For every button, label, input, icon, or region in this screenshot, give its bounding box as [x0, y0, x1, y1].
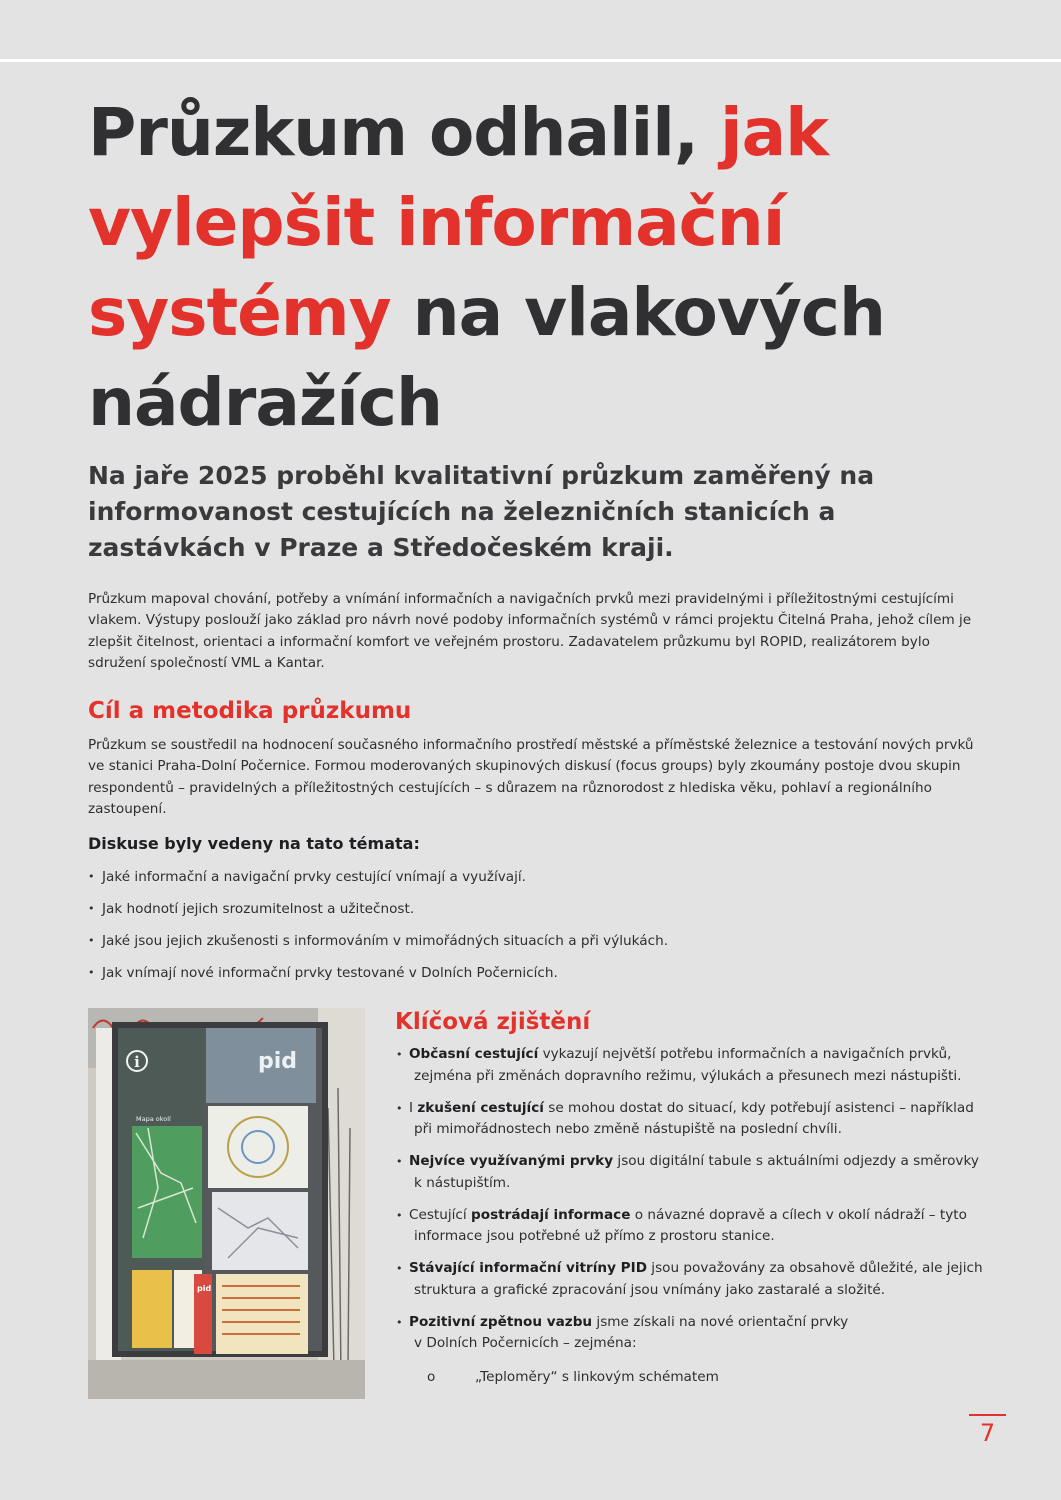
title-part-1: Průzkum odhalil,	[88, 94, 720, 171]
list-item	[395, 1312, 995, 1355]
finding-bold: Nejvíce využívanými prvky	[409, 1153, 614, 1169]
finding-bold: Pozitivní zpětnou vazbu	[409, 1313, 593, 1330]
lead-paragraph: Na jaře 2025 proběhl kvalitativní průzkum zaměřený na informovanost cestujících na železničních stanicích a zastávkách v Praze a Středočeském kraji.	[88, 461, 875, 562]
topics-list	[88, 866, 978, 994]
list-item	[395, 1151, 995, 1194]
page-title	[88, 88, 988, 448]
list-item	[395, 1258, 995, 1301]
info-board-photo	[88, 1008, 365, 1399]
finding-bold: postrádají informace	[471, 1206, 631, 1223]
finding-prefix: I	[409, 1099, 418, 1116]
sub-list-item	[427, 1366, 719, 1388]
topics-heading: Diskuse byly vedeny na tato témata:	[88, 834, 420, 853]
list-item: • Jaké jsou jejich zkušenosti s informováním v mimořádných situacích a při výlukách.	[88, 930, 978, 962]
method-paragraph: Průzkum se soustředil na hodnocení současného informačního prostředí městské a příměstské železnice a testování nových prvků ve stanici Praha-Dolní Počernice. Formou moderovaných skupinových diskusí (focus groups) byly zkoumány postoje dvou skupin respondentů – pravidelných a příležitostných cestujících – s důrazem na různorodost z hlediska věku, pohlaví a regionálního zastoupení.	[88, 737, 974, 817]
list-item: • Jaké informační a navigační prvky cestující vnímají a využívají.	[88, 866, 978, 898]
finding-prefix: Cestující	[409, 1206, 472, 1223]
finding-continuation: při mimořádnostech nebo změně nástupiště na poslední chvíli.	[414, 1121, 842, 1137]
finding-continuation: struktura a grafické zpracování jsou vnímány jako zastaralé a složité.	[414, 1281, 886, 1298]
findings-list	[395, 1044, 995, 1365]
finding-text: jsou digitální tabule s aktuálními odjezdy a směrovky	[613, 1153, 979, 1169]
finding-text: jsou považovány za obsahově důležité, ale jejich	[646, 1260, 983, 1276]
info-board-illustration	[88, 1008, 365, 1399]
list-item	[395, 1044, 995, 1087]
sub-bullet-marker: o	[427, 1369, 436, 1385]
list-item: • Jak vnímají nové informační prvky testované v Dolních Počernicích.	[88, 962, 978, 994]
findings-heading: Klíčová zjištění	[395, 1009, 591, 1035]
finding-text: jsme získali na nové orientační prvky	[592, 1313, 849, 1330]
title-part-2-highlight: jak vylepšit informační systémy	[88, 94, 829, 351]
pid-logo: pid	[258, 1049, 298, 1074]
finding-continuation: informace jsou potřebné už přímo z prostoru stanice.	[414, 1228, 775, 1244]
finding-continuation: zejména při změnách dopravního režimu, výlukách a přesunech mezi nástupišti.	[414, 1067, 962, 1084]
page-number-rule	[969, 1414, 1006, 1416]
finding-text: se mohou dostat do situací, kdy potřebují asistenci – například	[543, 1099, 974, 1116]
sub-item-text: „Teploměry“ s linkovým schématem	[475, 1369, 719, 1385]
finding-text: vykazují největší potřebu informačních a navigačních prvků,	[538, 1046, 952, 1062]
list-item	[395, 1098, 995, 1141]
list-item	[395, 1205, 995, 1248]
title-part-3: na vlakových nádražích	[88, 274, 885, 441]
info-symbol: i	[134, 1053, 140, 1071]
finding-text: o návazné dopravě a cílech v okolí nádraží – tyto	[630, 1206, 967, 1223]
finding-bold: zkušení cestující	[417, 1099, 544, 1116]
finding-continuation: v Dolních Počernicích – zejména:	[414, 1335, 637, 1351]
intro-paragraph: Průzkum mapoval chování, potřeby a vnímání informačních a navigačních prvků mezi pravidelnými i příležitostnými cestujícími vlakem. Výstupy poslouží jako základ pro návrh nové podoby informačních systémů v rámci projektu Čitelná Praha, jehož cílem je zlepšit čitelnost, orientaci a informační komfort ve veřejném prostoru. Zadavatelem průzkumu byl ROPID, realizátorem bylo sdružení společností VML a Kantar.	[88, 591, 972, 671]
method-heading: Cíl a metodika průzkumu	[88, 698, 412, 724]
side-pid-logo: pid	[197, 1284, 212, 1293]
finding-continuation: k nástupištím.	[414, 1174, 511, 1191]
finding-bold: Stávající informační vitríny PID	[409, 1260, 647, 1276]
map-label: Mapa okolí	[136, 1115, 171, 1123]
page-number: 7	[979, 1419, 996, 1447]
list-item: • Jak hodnotí jejich srozumitelnost a užitečnost.	[88, 898, 978, 930]
finding-bold: Občasní cestující	[409, 1046, 539, 1062]
top-rule	[0, 59, 1061, 62]
